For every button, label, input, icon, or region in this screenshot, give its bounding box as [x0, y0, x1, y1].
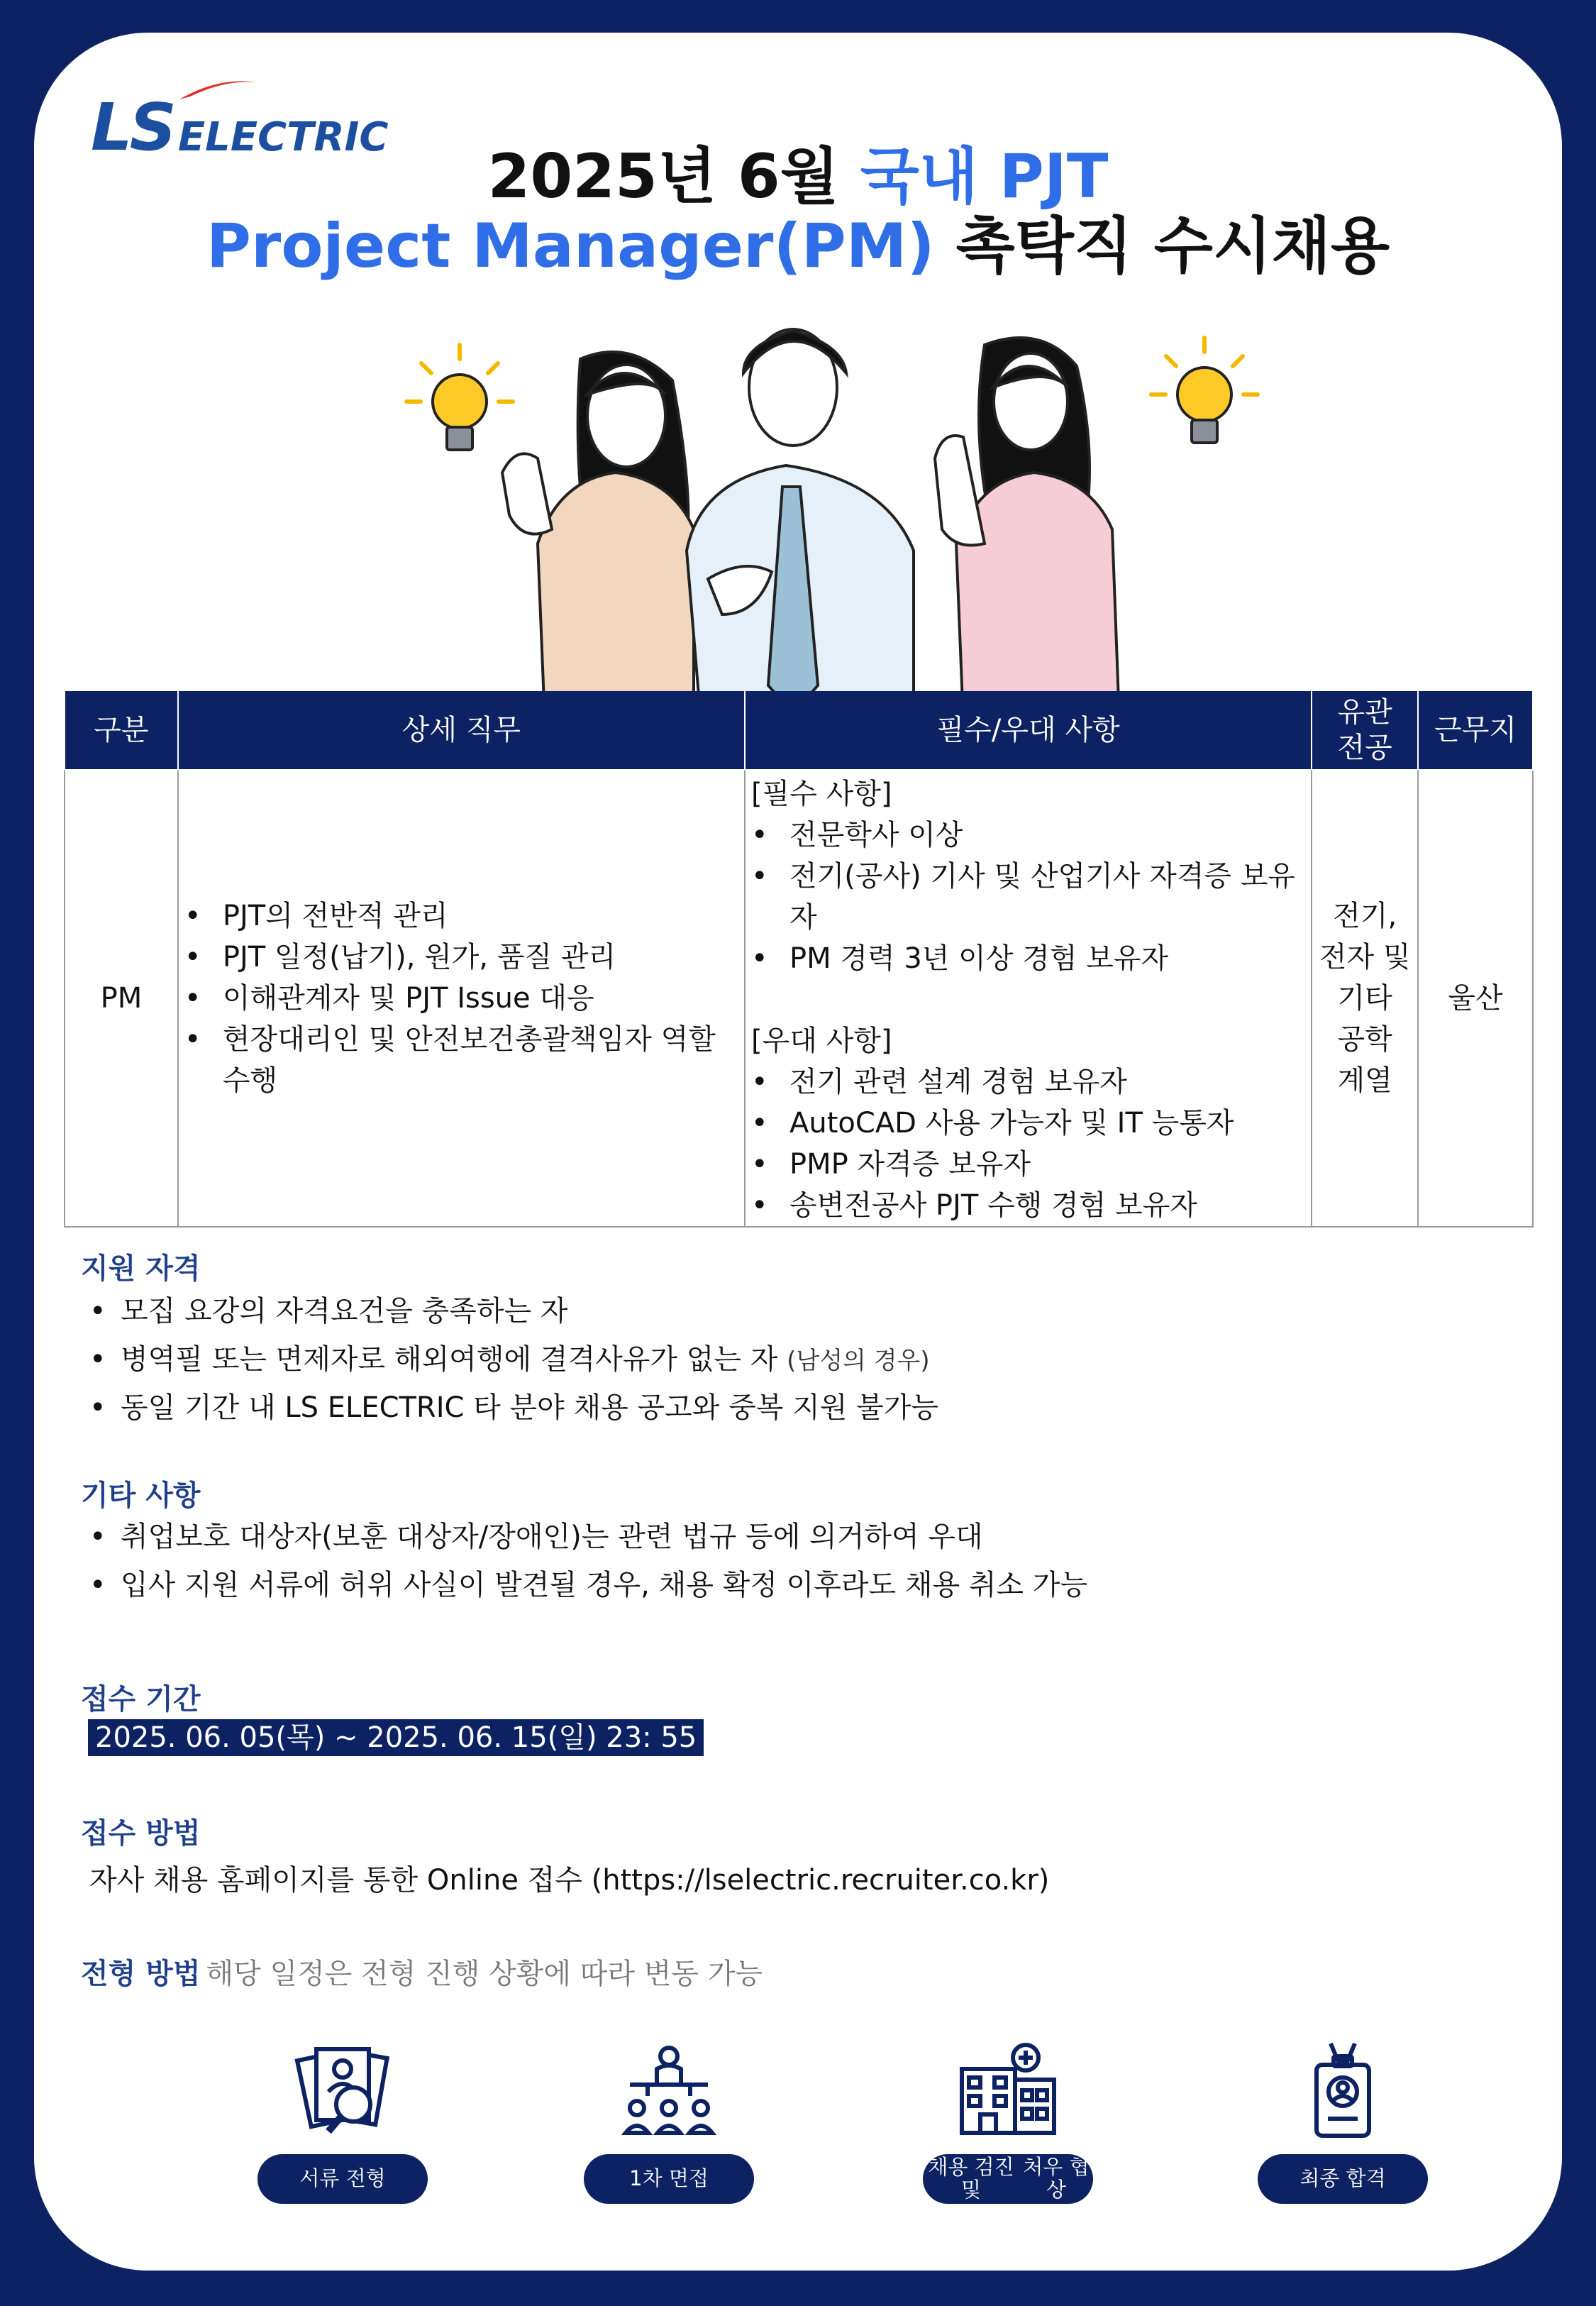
list-item: • PJT 일정(납기), 원가, 품질 관리 — [179, 937, 743, 978]
recruitment-poster — [34, 33, 1562, 2271]
interview-icon — [616, 2041, 722, 2140]
list-item: • 입사 지원 서류에 허위 사실이 발견될 경우, 채용 확정 이후라도 채용 취소 가능 — [84, 1561, 1087, 1609]
cell-category: PM — [65, 770, 178, 1227]
logo-swoosh-icon — [176, 75, 261, 104]
cell-major: 전기, 전자 및 기타 공학 계열 — [1312, 770, 1418, 1227]
duties-list — [179, 895, 743, 1101]
list-item: • PJT의 전반적 관리 — [179, 895, 743, 937]
list-item: • 모집 요강의 자격요건을 충족하는 자 — [84, 1287, 938, 1335]
hospital-icon — [955, 2041, 1061, 2140]
cell-duties — [178, 770, 745, 1227]
application-period: 2025. 06. 05(목) ~ 2025. 06. 15(일) 23: 55 — [88, 1719, 704, 1756]
qualifications-heading: 지원 자격 — [81, 1252, 201, 1285]
col-header-location: 근무지 — [1418, 691, 1533, 770]
list-item: • 현장대리인 및 안전보건총괄책임자 역할 수행 — [179, 1019, 743, 1101]
etc-heading: 기타 사항 — [81, 1479, 201, 1512]
list-item: • AutoCAD 사용 가능자 및 IT 능통자 — [746, 1103, 1311, 1144]
logo-electric: ELECTRIC — [177, 114, 389, 160]
preferred-list — [746, 1061, 1311, 1226]
page-title-line1: 2025년 6월 국내 PJT — [487, 141, 1109, 212]
col-header-requirements: 필수/우대 사항 — [745, 691, 1312, 770]
job-table — [64, 691, 1534, 1228]
required-label: [필수 사항] — [751, 778, 892, 810]
lightbulb-icon — [1151, 338, 1258, 443]
document-review-icon — [289, 2041, 396, 2140]
list-item: • 전문학사 이상 — [746, 815, 1311, 856]
list-item: • 전기(공사) 기사 및 산업기사 자격증 보유자 — [746, 856, 1311, 938]
col-header-major: 유관 전공 — [1312, 691, 1418, 770]
step-label: 1차 면접 — [584, 2154, 754, 2204]
etc-list — [84, 1513, 1087, 1609]
step-label: 최종 합격 — [1258, 2154, 1428, 2204]
list-item: • 이해관계자 및 PJT Issue 대응 — [179, 978, 743, 1019]
list-item: • 병역필 또는 면제자로 해외여행에 결격사유가 없는 자 (남성의 경우) — [84, 1335, 938, 1384]
list-item: • 동일 기간 내 LS ELECTRIC 타 분야 채용 공고와 중복 지원 불가능 — [84, 1384, 938, 1432]
list-item: • 전기 관련 설계 경험 보유자 — [746, 1061, 1311, 1103]
apply-heading: 접수 방법 — [81, 1817, 201, 1850]
step-label: 채용 검진 및 처우 협상 — [923, 2154, 1093, 2204]
process-note: 해당 일정은 전형 진행 상황에 따라 변동 가능 — [206, 1958, 763, 1990]
preferred-label: [우대 사항] — [751, 1025, 892, 1057]
cell-location: 울산 — [1418, 770, 1533, 1227]
three-employees-illustration — [375, 316, 1268, 728]
list-item: • PM 경력 3년 이상 경험 보유자 — [746, 938, 1311, 979]
required-list — [746, 815, 1311, 979]
qualifications-list — [84, 1287, 938, 1432]
list-item: • PMP 자격증 보유자 — [746, 1144, 1311, 1185]
table-row — [65, 770, 1533, 1227]
table-header-row — [65, 691, 1533, 770]
id-badge-icon — [1290, 2041, 1396, 2140]
apply-method: 자사 채용 홈페이지를 통한 Online 접수 (https://lselectric.recruiter.co.kr) — [89, 1864, 1050, 1897]
list-item: • 송변전공사 PJT 수행 경험 보유자 — [746, 1185, 1311, 1226]
logo-ls: LS — [91, 89, 174, 165]
step-label: 서류 전형 — [257, 2154, 428, 2204]
lightbulb-icon — [406, 345, 513, 450]
col-header-category: 구분 — [65, 691, 178, 770]
cell-requirements — [745, 770, 1312, 1227]
page-title-line2: Project Manager(PM) 촉탁직 수시채용 — [206, 211, 1390, 282]
period-heading: 접수 기간 — [81, 1683, 201, 1716]
list-item: • 취업보호 대상자(보훈 대상자/장애인)는 관련 법규 등에 의거하여 우대 — [84, 1513, 1087, 1561]
col-header-duties: 상세 직무 — [178, 691, 745, 770]
process-heading: 전형 방법 해당 일정은 전형 진행 상황에 따라 변동 가능 — [81, 1958, 763, 1990]
